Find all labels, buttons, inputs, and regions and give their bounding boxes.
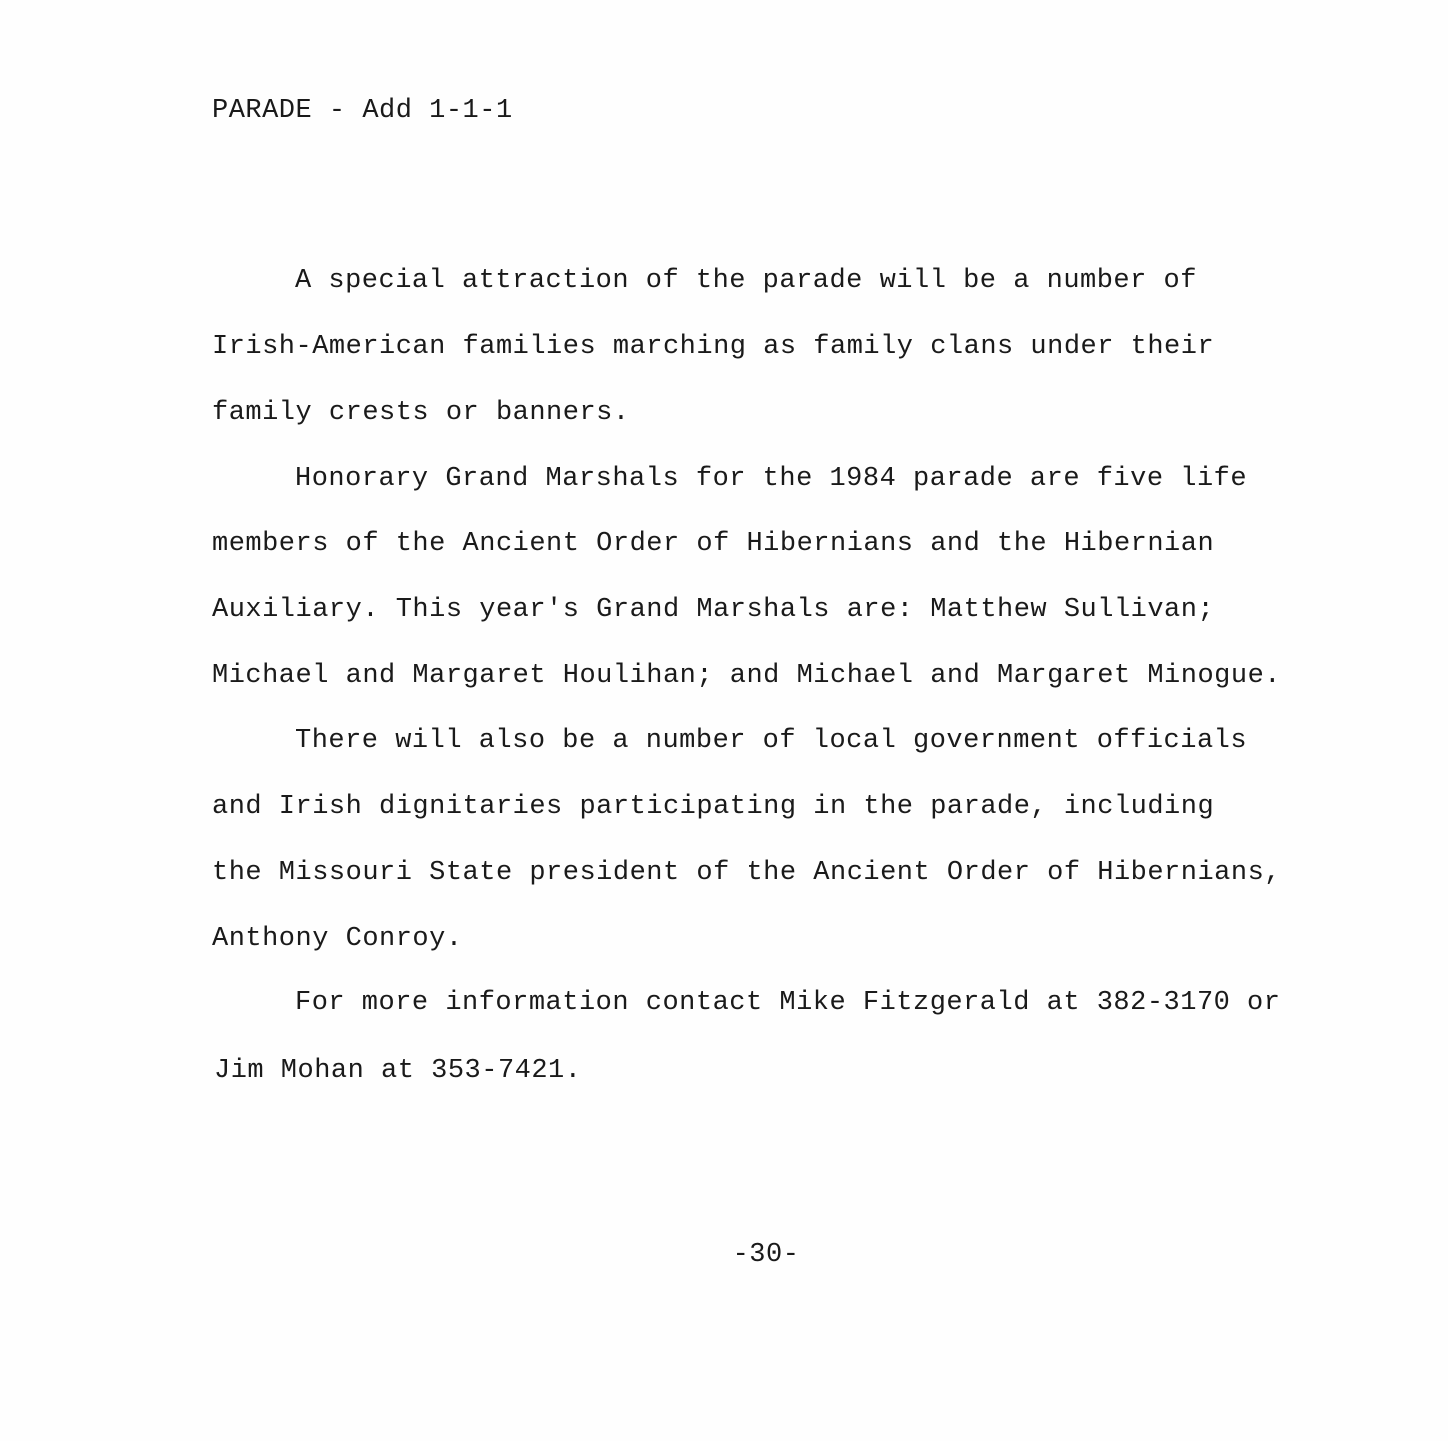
end-mark: -30-: [732, 1240, 800, 1270]
body-line: Michael and Margaret Houlihan; and Michael and Margaret Minogue.: [212, 661, 1281, 691]
body-line: family crests or banners.: [212, 398, 630, 428]
page-header: PARADE - Add 1-1-1: [212, 96, 513, 126]
body-line: Honorary Grand Marshals for the 1984 parade are five life: [295, 464, 1248, 494]
body-line: Irish-American families marching as family clans under their: [212, 332, 1215, 362]
body-line: the Missouri State president of the Ancient Order of Hibernians,: [212, 858, 1281, 888]
body-line: There will also be a number of local government officials: [295, 726, 1248, 756]
body-line: members of the Ancient Order of Hibernians and the Hibernian: [212, 529, 1215, 559]
body-line: Anthony Conroy.: [212, 924, 463, 954]
body-line: and Irish dignitaries participating in the parade, including: [212, 792, 1215, 822]
body-line: Auxiliary. This year's Grand Marshals are: Matthew Sullivan;: [212, 595, 1215, 625]
body-line: Jim Mohan at 353-7421.: [214, 1056, 582, 1086]
body-line: A special attraction of the parade will be a number of: [295, 266, 1197, 296]
body-line: For more information contact Mike Fitzgerald at 382-3170 or: [295, 988, 1281, 1018]
